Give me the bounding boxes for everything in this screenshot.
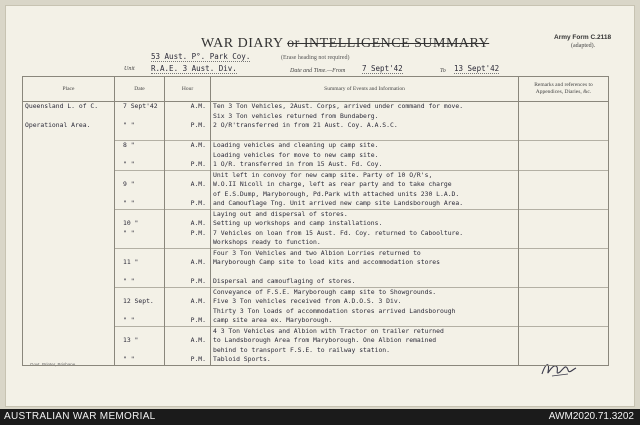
cell-place [23,151,115,161]
cell-place [23,219,115,229]
cell-date: " " [115,160,165,170]
cell-date: 13 " [115,336,165,346]
cell-hour [165,346,211,356]
cell-hour: P.M. [165,316,211,326]
cell-summary: Ten 3 Ton Vehicles, 2Aust. Corps, arrived under command for move. [211,102,519,112]
table-row [23,102,609,112]
cell-summary: 2 O/R'transferred in from 21 Aust. Coy. A.A.S.C. [211,121,519,131]
cell-remarks [519,131,609,141]
cell-remarks [519,209,609,219]
cell-place [23,180,115,190]
cell-summary: Maryborough Camp site to load kits and accommodation stores [211,258,519,268]
table-row [23,258,609,268]
cell-summary: Conveyance of F.S.E. Maryborough camp site to Showgrounds. [211,287,519,297]
column-header-place: Place [23,77,115,102]
table-row [23,346,609,356]
cell-place [23,336,115,346]
cell-hour [165,307,211,317]
cell-summary: behind to transport F.S.E. to railway station. [211,346,519,356]
cell-summary: 4 3 Ton Vehicles and Albion with Tractor on trailer returned [211,326,519,336]
cell-place: Queensland L. of C. [23,102,115,112]
cell-hour: P.M. [165,121,211,131]
table-header-row [23,77,609,102]
table-row [23,336,609,346]
cell-date: 11 " [115,258,165,268]
cell-date: " " [115,316,165,326]
cell-date [115,268,165,278]
cell-remarks [519,102,609,112]
column-header-date: Date [115,77,165,102]
cell-place [23,112,115,122]
cell-hour [165,131,211,141]
cell-hour [165,287,211,297]
army-form-label: Army Form C.2118 [554,34,612,41]
table-row [23,238,609,248]
adapted-label: (adapted). [571,43,596,49]
column-header-summary: Summary of Events and Information [211,77,519,102]
cell-date [115,170,165,180]
table-row [23,141,609,151]
table-row [23,248,609,258]
cell-place [23,248,115,258]
cell-hour: A.M. [165,297,211,307]
table-row [23,268,609,278]
cell-place [23,209,115,219]
cell-date [115,238,165,248]
cell-date: 10 " [115,219,165,229]
cell-date: 8 " [115,141,165,151]
cell-hour [165,151,211,161]
cell-place [23,190,115,200]
cell-date [115,346,165,356]
cell-summary: Dispersal and camouflaging of stores. [211,277,519,287]
cell-remarks [519,248,609,258]
table-row [23,316,609,326]
cell-date [115,326,165,336]
cell-place [23,346,115,356]
cell-hour: P.M. [165,355,211,365]
cell-place [23,131,115,141]
cell-hour: A.M. [165,141,211,151]
cell-place [23,170,115,180]
form-title [201,36,489,52]
cell-place [23,258,115,268]
table-row [23,170,609,180]
cell-hour [165,190,211,200]
cell-date: 9 " [115,180,165,190]
cell-hour [165,112,211,122]
cell-hour: A.M. [165,180,211,190]
cell-remarks [519,112,609,122]
cell-summary: Loading vehicles for move to new camp site. [211,151,519,161]
cell-hour: A.M. [165,219,211,229]
cell-place [23,355,115,365]
footer-accession-number: AWM2020.71.3202 [548,411,634,422]
cell-summary: 1 O/R. transferred in from 15 Aust. Fd. Coy. [211,160,519,170]
table-row [23,199,609,209]
cell-remarks [519,336,609,346]
cell-date [115,131,165,141]
diary-entries [23,102,609,366]
cell-place [23,326,115,336]
table-row [23,131,609,141]
cell-hour [165,209,211,219]
archive-footer [0,409,640,425]
title-struck-text: or INTELLIGENCE SUMMARY [287,36,490,51]
cell-place [23,316,115,326]
cell-summary: and Camouflage Tng. Unit arrived new camp site Landsborough Area. [211,199,519,209]
cell-summary: Six 3 Ton vehicles returned from Bundaberg. [211,112,519,122]
cell-remarks [519,297,609,307]
cell-place [23,160,115,170]
date-from-value: 7 Sept'42 [362,64,403,73]
cell-place [23,277,115,287]
cell-hour [165,170,211,180]
cell-date [115,151,165,161]
cell-hour [165,326,211,336]
title-war-diary: WAR DIARY [201,36,284,51]
table-row [23,209,609,219]
cell-place [23,141,115,151]
cell-remarks [519,190,609,200]
cell-remarks [519,326,609,336]
cell-hour [165,238,211,248]
table-row [23,180,609,190]
cell-remarks [519,355,609,365]
table-row [23,160,609,170]
cell-hour: P.M. [165,160,211,170]
cell-date [115,209,165,219]
table-row [23,326,609,336]
cell-summary: Laying out and dispersal of stores. [211,209,519,219]
cell-remarks [519,346,609,356]
table-row [23,297,609,307]
cell-remarks [519,160,609,170]
unit-label: Unit [124,66,135,72]
cell-date [115,287,165,297]
cell-summary: Setting up workshops and camp installations. [211,219,519,229]
cell-place: Operational Area. [23,121,115,131]
cell-remarks [519,277,609,287]
cell-hour: A.M. [165,336,211,346]
table-row [23,287,609,297]
cell-summary: Four 3 Ton Vehicles and two Albion Lorries returned to [211,248,519,258]
cell-summary: of E.S.Dump, Maryborough, Pd.Park with attached units 230 L.A.D. [211,190,519,200]
cell-summary: W.O.II Nicoll in charge, left as rear party and to take charge [211,180,519,190]
date-time-label: Date and Time.—From [290,68,346,74]
cell-place [23,297,115,307]
unit-name-line1: 53 Aust. P°. Park Coy. [151,52,251,61]
cell-remarks [519,287,609,297]
cell-summary [211,131,519,141]
table-row [23,121,609,131]
cell-remarks [519,180,609,190]
cell-remarks [519,199,609,209]
printer-note: Govt. Printer, Brisbane [30,362,76,367]
cell-hour: A.M. [165,102,211,112]
cell-date [115,190,165,200]
diary-table [22,76,609,366]
cell-place [23,238,115,248]
cell-hour: A.M. [165,258,211,268]
cell-hour: P.M. [165,277,211,287]
table-row [23,112,609,122]
erase-note: (Erase heading not required) [281,55,350,61]
cell-remarks [519,258,609,268]
cell-place [23,229,115,239]
cell-summary: Workshops ready to function. [211,238,519,248]
cell-date: " " [115,121,165,131]
cell-remarks [519,121,609,131]
date-to-value: 13 Sept'42 [454,64,500,73]
cell-summary: camp site area ex. Maryborough. [211,316,519,326]
table-row [23,229,609,239]
cell-remarks [519,307,609,317]
cell-date: " " [115,277,165,287]
table-row [23,151,609,161]
cell-date: 7 Sept'42 [115,102,165,112]
cell-hour [165,268,211,278]
cell-place [23,307,115,317]
cell-date [115,112,165,122]
cell-hour: P.M. [165,199,211,209]
column-header-remarks: Remarks and references to Appendices, Diaries, &c. [519,77,609,102]
date-to-label: To [440,68,446,74]
table-row [23,307,609,317]
cell-summary: Unit left in convoy for new camp site. Party of 10 O/R's, [211,170,519,180]
cell-remarks [519,268,609,278]
table-row [23,355,609,365]
cell-date: 12 Sept. [115,297,165,307]
cell-date: " " [115,355,165,365]
cell-summary: Loading vehicles and cleaning up camp site. [211,141,519,151]
cell-remarks [519,238,609,248]
table-row [23,219,609,229]
cell-summary: 7 Vehicles on loan from 15 Aust. Fd. Coy. returned to Caboolture. [211,229,519,239]
cell-date: " " [115,199,165,209]
cell-summary: Tabloid Sports. [211,355,519,365]
cell-hour [165,248,211,258]
cell-remarks [519,316,609,326]
column-header-hour: Hour [165,77,211,102]
cell-date [115,248,165,258]
cell-summary [211,268,519,278]
cell-remarks [519,219,609,229]
cell-hour: P.M. [165,229,211,239]
cell-place [23,287,115,297]
unit-name-line2: R.A.E. 3 Aust. Div. [151,64,237,73]
cell-remarks [519,229,609,239]
table-row [23,190,609,200]
table-row [23,277,609,287]
cell-summary: to Landsborough Area from Maryborough. One Albion remained [211,336,519,346]
cell-summary: Thirty 3 Ton loads of accommodation stores arrived Landsborough [211,307,519,317]
cell-remarks [519,141,609,151]
cell-date: " " [115,229,165,239]
cell-remarks [519,170,609,180]
footer-institution: AUSTRALIAN WAR MEMORIAL [4,411,156,422]
cell-place [23,268,115,278]
cell-summary: Five 3 Ton vehicles received from A.D.O.S. 3 Div. [211,297,519,307]
cell-place [23,199,115,209]
cell-remarks [519,151,609,161]
cell-date [115,307,165,317]
